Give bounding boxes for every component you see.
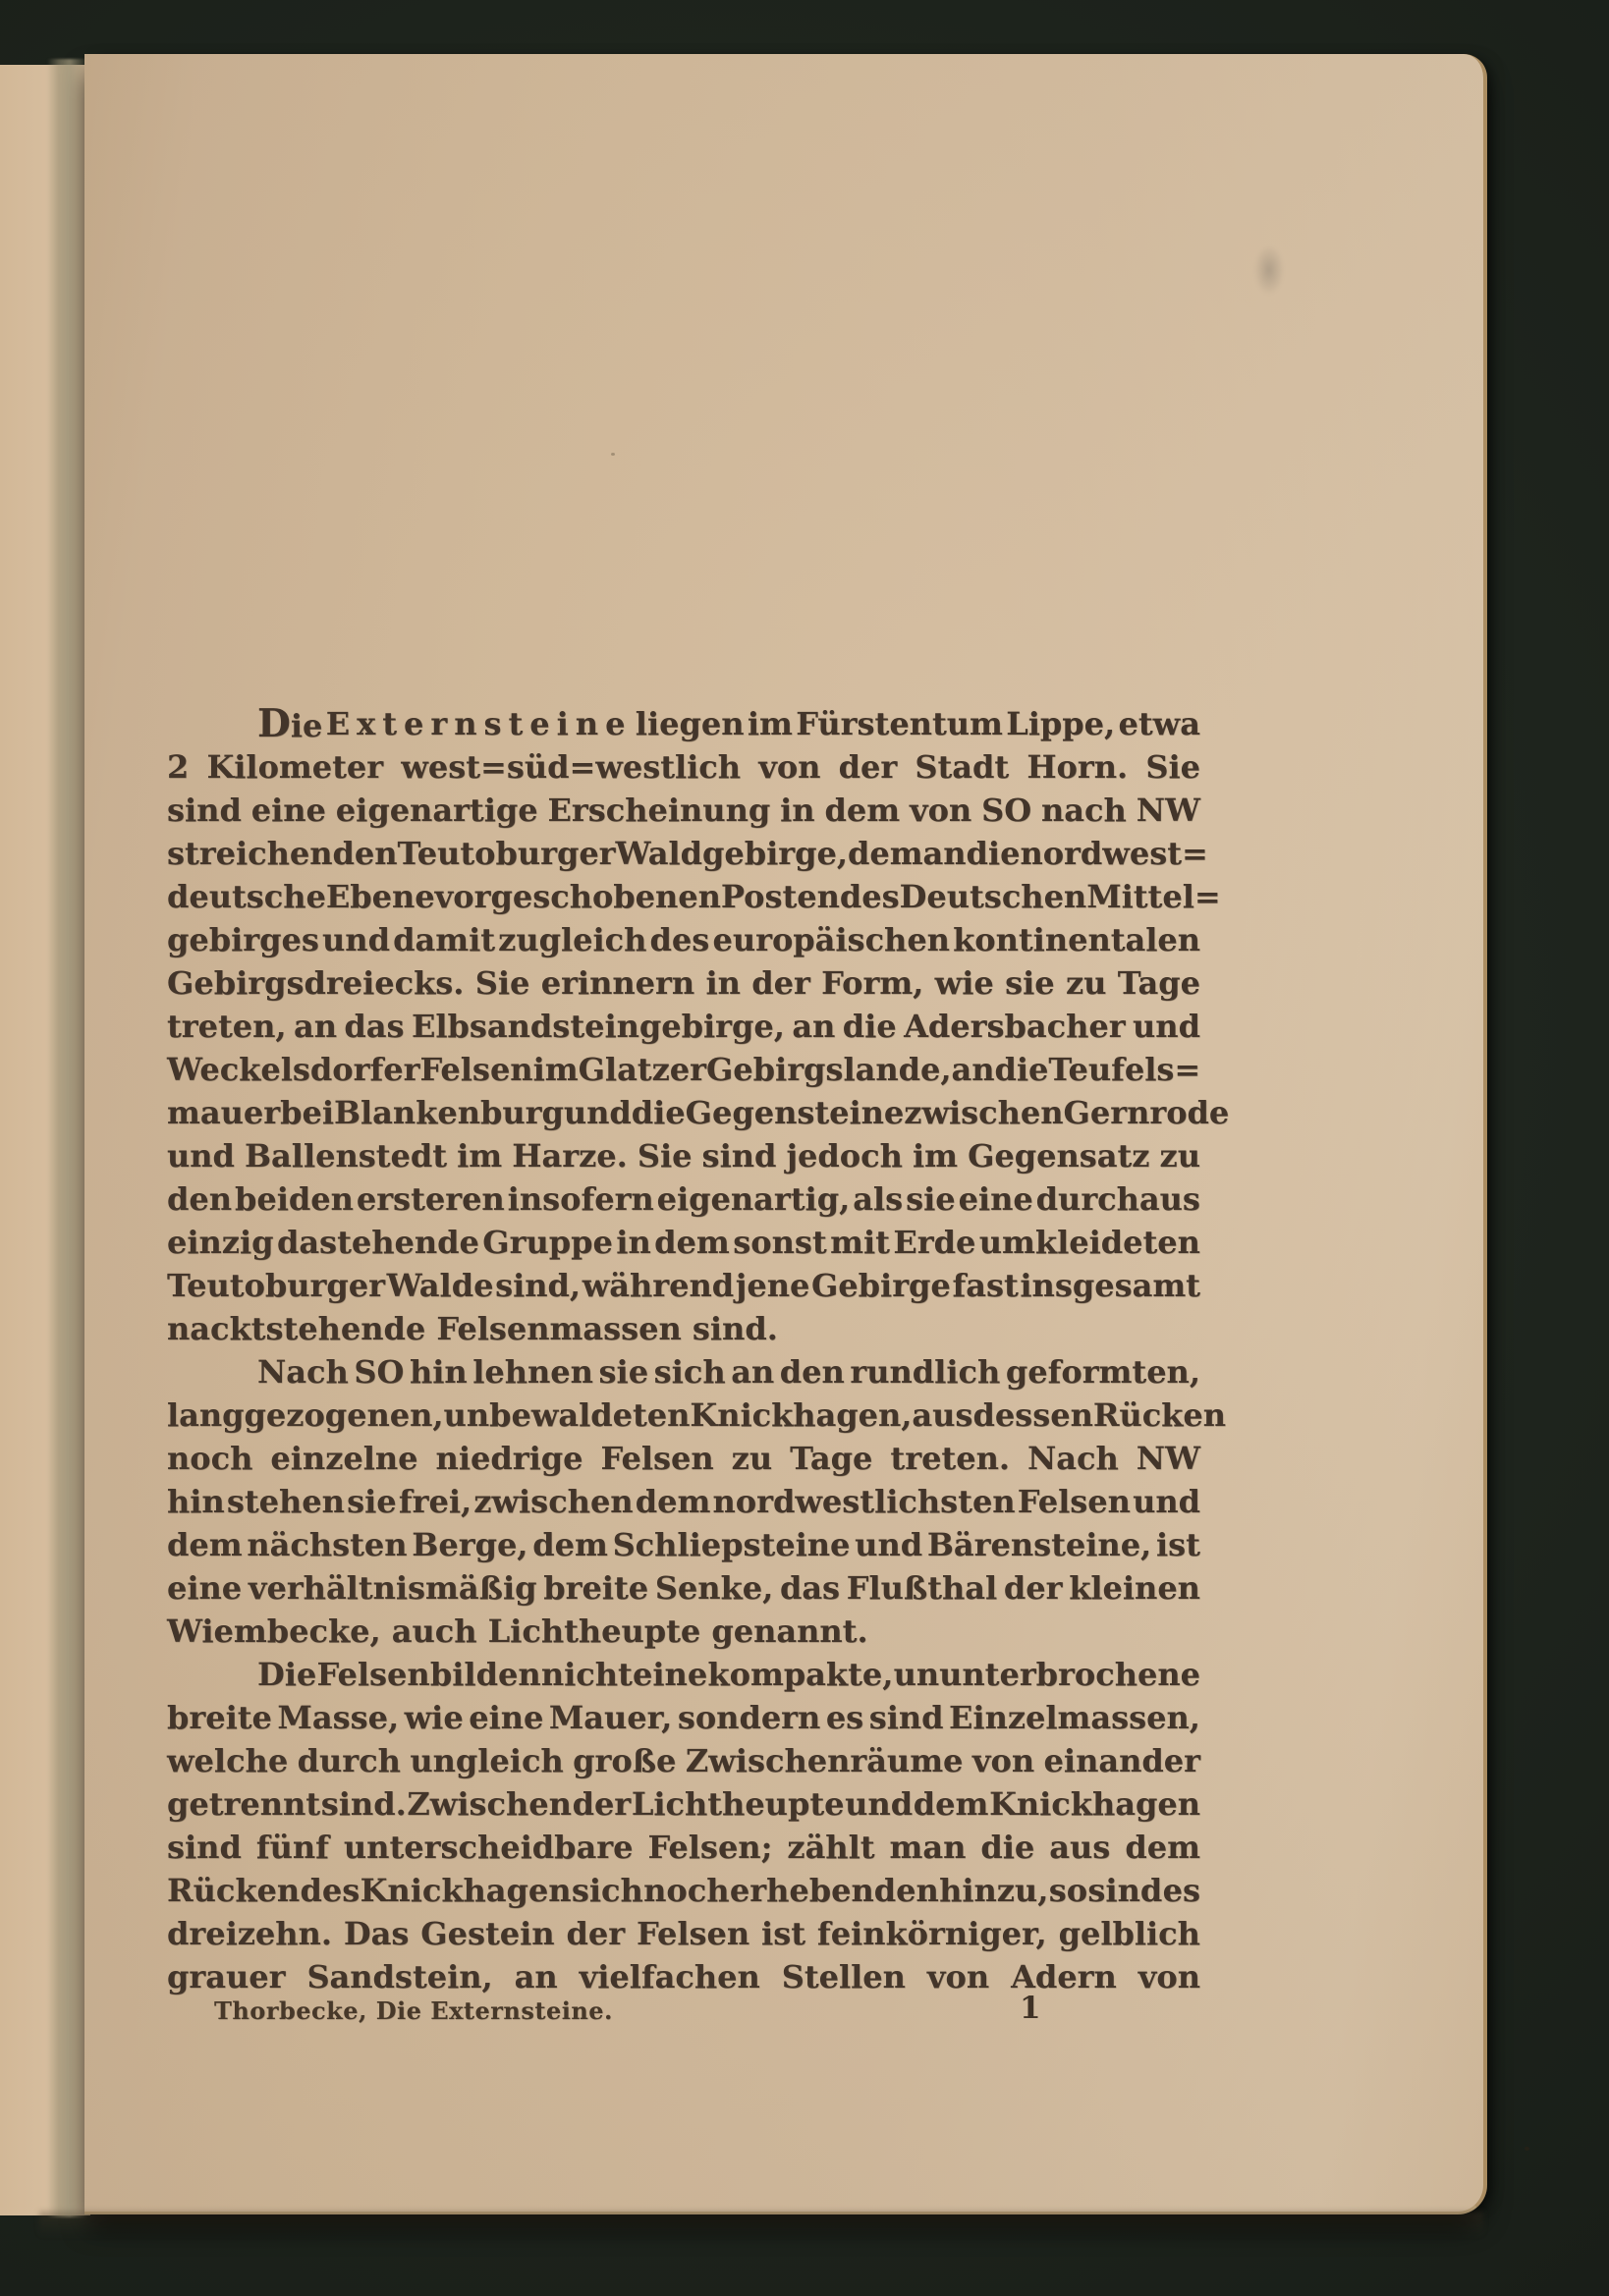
word: erhebenden: [729, 1872, 939, 1909]
word: des: [649, 921, 710, 958]
word: Felsen: [600, 1440, 714, 1477]
word: von: [971, 1742, 1035, 1779]
text-line: [167, 918, 1200, 961]
word: Teufels=: [1048, 1051, 1201, 1088]
word: sind: [701, 1137, 777, 1175]
word: Sie: [637, 1137, 693, 1175]
page-number: 1: [1020, 1991, 1041, 2026]
word: und: [845, 1785, 914, 1823]
word: treten.: [890, 1440, 1010, 1477]
word: sie: [598, 1353, 649, 1391]
word: Felsen: [316, 1656, 430, 1693]
word: Felsen: [637, 1915, 750, 1952]
word: der: [1003, 1569, 1063, 1607]
word: Sie: [474, 964, 530, 1002]
word: etwa: [1118, 705, 1200, 742]
word: Mittel=: [1086, 878, 1221, 915]
word: liegen: [635, 705, 745, 742]
word: hin: [409, 1353, 468, 1391]
word: dem: [654, 1224, 730, 1261]
word: Ballenstedt: [245, 1137, 448, 1175]
word: Stadt: [915, 748, 1010, 786]
binding-gutter-strip: [47, 59, 88, 2217]
word: Horn.: [1026, 748, 1129, 786]
word: Schliepsteine: [612, 1526, 851, 1563]
word: NW: [1136, 1440, 1200, 1477]
word: Lippe,: [1006, 705, 1116, 742]
text-line: [167, 1696, 1200, 1739]
word: der: [838, 748, 898, 786]
word: Die: [257, 1656, 317, 1693]
text-line: [167, 1653, 1200, 1696]
word: treten,: [167, 1008, 287, 1045]
word: rundlich: [850, 1353, 1001, 1391]
word: an: [792, 1008, 836, 1045]
word: Waldgebirge,: [615, 835, 848, 872]
word: in: [705, 964, 741, 1002]
word: sie: [1005, 964, 1055, 1002]
word: des: [300, 1872, 361, 1909]
word: ersteren: [356, 1180, 505, 1218]
word: Blankenburg: [333, 1094, 564, 1131]
word: Gegensteine: [685, 1094, 905, 1131]
word: geformten,: [1005, 1353, 1200, 1391]
word: SO: [354, 1353, 405, 1391]
word: Felsen: [419, 1051, 533, 1088]
word: einander: [1043, 1742, 1200, 1779]
word: Harze.: [512, 1137, 628, 1175]
word: eigenartig,: [656, 1180, 851, 1218]
word: so: [1048, 1872, 1088, 1909]
text-line: [167, 1005, 1200, 1048]
word: eine: [167, 1569, 243, 1607]
word: streichenden: [167, 835, 398, 872]
word: sie: [906, 1180, 956, 1218]
word: Stellen: [781, 1958, 906, 1995]
word: welche: [167, 1742, 289, 1779]
word: einzig: [167, 1224, 274, 1261]
word: der: [751, 964, 810, 1002]
word: Teutoburger: [397, 835, 616, 872]
word: mit: [830, 1224, 890, 1261]
word: es: [1162, 1872, 1200, 1909]
word: das: [779, 1569, 841, 1607]
word: frei,: [398, 1483, 472, 1520]
text-line: [167, 1739, 1200, 1782]
text-line: [167, 1523, 1200, 1566]
word: große: [573, 1742, 677, 1779]
word: zu: [1159, 1137, 1200, 1175]
text-line: [167, 1091, 1230, 1134]
word: dem: [635, 1483, 711, 1520]
word: dastehende: [276, 1224, 479, 1261]
word: west=süd=westlich: [401, 748, 742, 786]
word: Nach: [257, 1353, 349, 1391]
word: aus: [912, 1396, 973, 1434]
text-line: [167, 1264, 1200, 1307]
text-line: [167, 832, 1208, 875]
footer-signature: Thorbecke, Die Externsteine.: [214, 1996, 613, 2025]
word: dem: [167, 1526, 243, 1563]
word: Fürstentum: [796, 705, 1003, 742]
word: SO: [981, 792, 1032, 829]
word: dreizehn.: [167, 1915, 332, 1952]
text-line: [167, 1869, 1200, 1912]
word: des: [839, 878, 900, 915]
word: sind: [167, 1829, 242, 1866]
word: ist: [1155, 1526, 1200, 1563]
text-line: [167, 875, 1221, 918]
word: ununterbrochene: [893, 1656, 1200, 1693]
word: eine: [958, 1180, 1033, 1218]
word: das: [344, 1008, 405, 1045]
text-line: [167, 1437, 1200, 1480]
text-line: Wiembecke, auch Lichtheupte genannt.: [167, 1613, 868, 1650]
word: Sandstein,: [306, 1958, 493, 1995]
word: insgesamt: [1020, 1267, 1200, 1304]
word: den: [779, 1353, 845, 1391]
word: mauer: [167, 1094, 281, 1131]
text-line: [167, 1566, 1200, 1610]
book-page: [84, 54, 1487, 2214]
text-line: [167, 1826, 1200, 1869]
word: Rücken: [1092, 1396, 1226, 1434]
word: Gestein: [420, 1915, 555, 1952]
word: 2: [167, 748, 190, 786]
text-line: [167, 1480, 1200, 1523]
word: Bärensteine,: [926, 1526, 1152, 1563]
word: Rücken: [167, 1872, 301, 1909]
text-line: [167, 789, 1200, 832]
word: es: [825, 1699, 864, 1736]
word: der: [572, 1785, 632, 1823]
word: Elbsandsteingebirge,: [411, 1008, 785, 1045]
word: sind: [868, 1699, 944, 1736]
word: nicht: [540, 1656, 633, 1693]
word: wie: [934, 964, 994, 1002]
word: sind: [1087, 1872, 1163, 1909]
paper-speck: [1525, 2147, 1529, 2151]
word: Gruppe: [482, 1224, 613, 1261]
text-line: [167, 1177, 1200, 1221]
word: zählt: [787, 1829, 875, 1866]
word: fast: [952, 1267, 1019, 1304]
word: den: [167, 1180, 232, 1218]
word: getrennt: [167, 1785, 321, 1823]
word: Knickhagen: [989, 1785, 1200, 1823]
word: in: [780, 792, 815, 829]
word: nach: [1041, 792, 1127, 829]
text-line: [167, 1782, 1200, 1826]
word: sie: [347, 1483, 397, 1520]
word: Walde: [386, 1267, 494, 1304]
word: stehen: [226, 1483, 345, 1520]
word: dem: [824, 792, 901, 829]
word: Adern: [1011, 1958, 1117, 1995]
word: einzelne: [270, 1440, 418, 1477]
word: noch: [643, 1872, 730, 1909]
word: dem: [847, 835, 923, 872]
word: nordwest=: [1020, 835, 1208, 872]
word: verhältnismäßig: [248, 1569, 537, 1607]
word: hinzu,: [939, 1872, 1049, 1909]
word: zu: [1065, 964, 1107, 1002]
word: von: [926, 1958, 990, 1995]
word: und: [1133, 1008, 1200, 1045]
word: Gernrode: [1063, 1094, 1230, 1131]
word: und: [563, 1094, 632, 1131]
word: zugleich: [498, 921, 647, 958]
word: die: [980, 1829, 1035, 1866]
word: Mauer,: [548, 1699, 673, 1736]
word: gebirges: [167, 921, 319, 958]
word: Felsen: [1017, 1483, 1131, 1520]
paper-smudge: [1248, 236, 1290, 304]
word: Erde: [893, 1224, 976, 1261]
word: jene: [735, 1267, 810, 1304]
word: Posten: [720, 878, 840, 915]
word: Flußthal: [846, 1569, 998, 1607]
word: und: [855, 1526, 923, 1563]
word: Berge,: [412, 1526, 528, 1563]
word: nordwestlichsten: [712, 1483, 1016, 1520]
word: wie: [404, 1699, 464, 1736]
word: sich: [653, 1353, 726, 1391]
word: von: [758, 748, 821, 786]
word: eine: [250, 792, 326, 829]
word: fünf: [255, 1829, 329, 1866]
word: deutsche: [167, 878, 326, 915]
word: niedrige: [435, 1440, 583, 1477]
word: Knickhagen: [360, 1872, 572, 1909]
word: feinkörniger,: [816, 1915, 1047, 1952]
word: man: [889, 1829, 967, 1866]
word: Das: [343, 1915, 410, 1952]
word: Erscheinung: [547, 792, 771, 829]
word: Tage: [1117, 964, 1200, 1002]
word: beiden: [234, 1180, 354, 1218]
word: umkleideten: [978, 1224, 1200, 1261]
word: noch: [167, 1440, 253, 1477]
word: die: [842, 1008, 897, 1045]
word: Nach: [1027, 1440, 1119, 1477]
text-line: [167, 1134, 1200, 1177]
word: von: [1137, 1958, 1200, 1995]
word: Teutoburger: [167, 1267, 385, 1304]
word: im: [532, 1051, 579, 1088]
word: vorgeschobenen: [434, 878, 721, 915]
word: sich: [571, 1872, 643, 1909]
word: NW: [1136, 792, 1200, 829]
word: Masse,: [277, 1699, 400, 1736]
word: dem: [1125, 1829, 1200, 1866]
word: die: [994, 1051, 1049, 1088]
word: Weckelsdorfer: [167, 1051, 420, 1088]
word: Knickhagen,: [690, 1396, 913, 1434]
word: ist: [761, 1915, 805, 1952]
word: dem: [532, 1526, 608, 1563]
word: zu: [731, 1440, 773, 1477]
word: und: [167, 1137, 235, 1175]
word: Kilometer: [206, 748, 384, 786]
word: Glatzer: [578, 1051, 706, 1088]
word: im: [457, 1137, 503, 1175]
word: und: [322, 921, 390, 958]
word: breite: [167, 1699, 272, 1736]
word: dem: [913, 1785, 989, 1823]
word: dessen: [972, 1396, 1093, 1434]
word: sind,: [495, 1267, 582, 1304]
word: grauer: [167, 1958, 286, 1995]
text-line: [167, 1350, 1200, 1394]
text-line: [167, 745, 1200, 789]
text-line: [167, 1221, 1200, 1264]
word: die: [966, 835, 1021, 872]
word: an: [922, 835, 967, 872]
word: Die: [257, 701, 323, 746]
word: Einzelmassen,: [949, 1699, 1200, 1736]
text-line: [167, 702, 1200, 745]
page-stack-shadow: [39, 2212, 1483, 2237]
word: ungleich: [410, 1742, 564, 1779]
word: die: [631, 1094, 686, 1131]
word: sind: [167, 792, 242, 829]
word: kompakte,: [707, 1656, 894, 1693]
word: Ebene: [325, 878, 435, 915]
word: Lichtheupte: [631, 1785, 845, 1823]
word: Sie: [1145, 748, 1200, 786]
word: an: [514, 1958, 558, 1995]
word: zwischen: [473, 1483, 634, 1520]
word: Externsteine: [325, 705, 633, 742]
word: in: [616, 1224, 651, 1261]
word: eine: [469, 1699, 544, 1736]
word: Felsen;: [647, 1829, 773, 1866]
word: eigenartige: [335, 792, 538, 829]
word: bilden: [429, 1656, 541, 1693]
word: Adersbacher: [904, 1008, 1126, 1045]
word: lehnen: [472, 1353, 593, 1391]
word: sonst: [733, 1224, 827, 1261]
word: während: [582, 1267, 735, 1304]
word: Zwischen: [407, 1785, 572, 1823]
word: Gebirgslande,: [705, 1051, 952, 1088]
text-line: nacktstehende Felsenmassen sind.: [167, 1310, 778, 1347]
word: kontinentalen: [953, 921, 1200, 958]
word: im: [912, 1137, 958, 1175]
word: insofern: [507, 1180, 654, 1218]
word: eine: [633, 1656, 708, 1693]
word: Form,: [821, 964, 924, 1002]
word: Gebirge: [810, 1267, 951, 1304]
word: im: [747, 705, 793, 742]
word: aus: [1049, 1829, 1111, 1866]
word: langgezogenen,: [167, 1396, 444, 1434]
word: Gebirgsdreiecks.: [167, 964, 465, 1002]
word: durch: [297, 1742, 401, 1779]
word: jedoch: [786, 1137, 903, 1175]
word: Deutschen: [899, 878, 1087, 915]
word: an: [731, 1353, 775, 1391]
page-text: [167, 701, 1230, 1998]
word: von: [909, 792, 972, 829]
word: sondern: [677, 1699, 821, 1736]
word: breite: [543, 1569, 649, 1607]
word: nächsten: [247, 1526, 408, 1563]
text-line: [167, 1912, 1200, 1955]
text-line: [167, 1394, 1226, 1437]
word: an: [293, 1008, 337, 1045]
word: sind.: [320, 1785, 407, 1823]
word: durchaus: [1035, 1180, 1200, 1218]
paper-speck: [611, 453, 615, 456]
word: Tage: [790, 1440, 873, 1477]
word: zwischen: [904, 1094, 1064, 1131]
word: Senke,: [654, 1569, 774, 1607]
word: Gegensatz: [968, 1137, 1150, 1175]
word: gelblich: [1058, 1915, 1200, 1952]
word: der: [566, 1915, 626, 1952]
text-line: [167, 1048, 1200, 1091]
word: kleinen: [1069, 1569, 1200, 1607]
word: bei: [280, 1094, 334, 1131]
word: als: [853, 1180, 904, 1218]
word: erinnern: [540, 964, 695, 1002]
word: hin: [167, 1483, 225, 1520]
word: unterscheidbare: [343, 1829, 634, 1866]
word: an: [951, 1051, 995, 1088]
word: Zwischenräume: [685, 1742, 964, 1779]
word: damit: [393, 921, 495, 958]
text-line: [167, 961, 1200, 1005]
word: europäischen: [712, 921, 950, 958]
word: und: [1133, 1483, 1200, 1520]
word: vielfachen: [579, 1958, 760, 1995]
word: unbewaldeten: [443, 1396, 691, 1434]
